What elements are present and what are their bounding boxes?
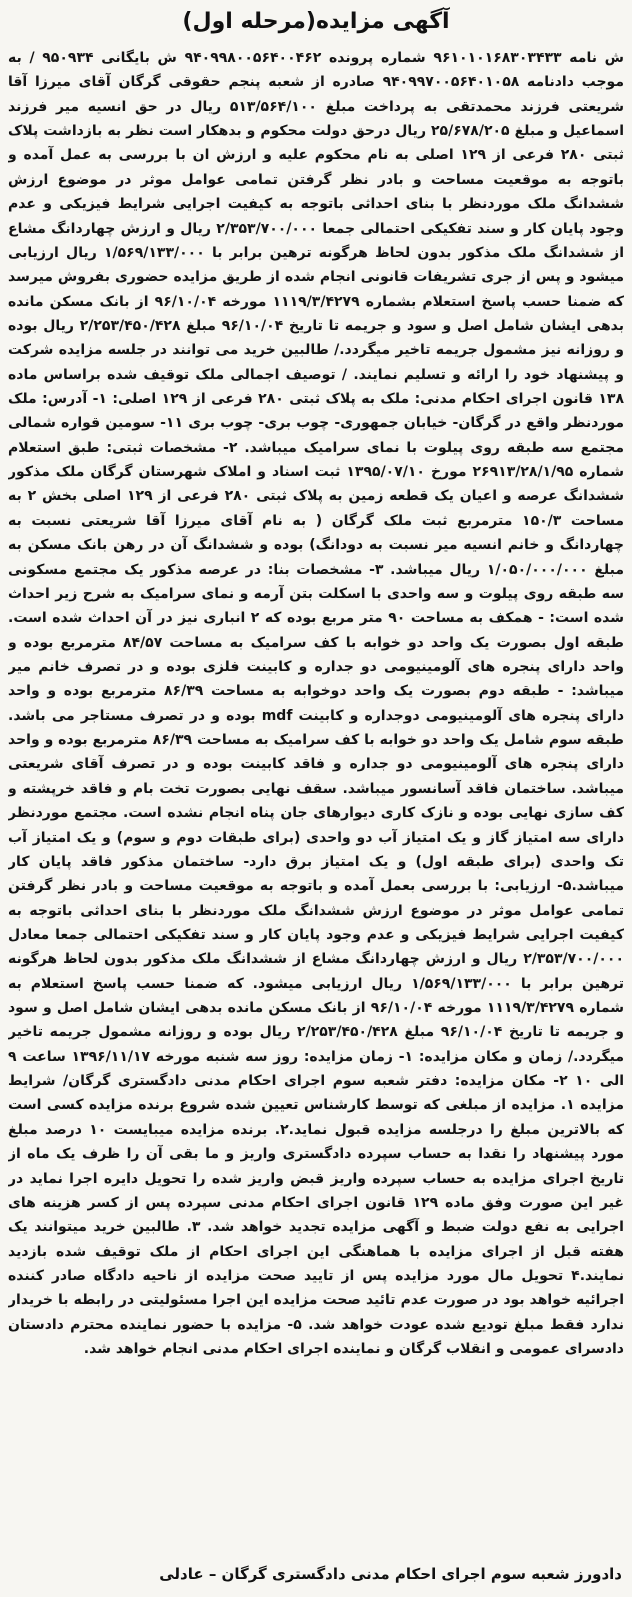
notice-body: [8, 46, 624, 1560]
notice-body-text: ش نامه ۹۶۱۰۱۰۱۶۸۳۰۳۴۳۳ شماره پرونده ۹۴۰۹۹۸۰۰۵۶۴۰۰۴۶۲ ش بایگانی ۹۵۰۹۳۴ / به موجب دادنامه ۹۴۰۹۹۷۰۰۵۶۴۰۱۰۵۸ صادره از شعبه پنجم حقوقی گرگان آقای میرزا آقا شریعتی فرزند محمدتقی به پرداخت مبلغ ۵۱۳/۵۶۴/۱۰۰ ریال در حق انسیه میر فرزند اسماعیل و مبلغ ۲۵/۶۷۸/۲۰۵ ریال درحق دولت محکوم و بدهکار است نظر به بازداشت پلاک ثبتی ۲۸۰ فرعی از ۱۲۹ اصلی به نام محکوم علیه و ارزش ان با بررسی به عمل آمده و باتوجه به موقعیت مساحت و بادر نظر گرفتن تمامی عوامل موثر در موضوع ارزش ششدانگ ملک موردنظر با بنای احداثی باتوجه به کیفیت اجرایی شرایط فیزیکی و عدم وجود پایان کار و سند تفکیکی احتمالی جمعا ۲/۳۵۳/۷۰۰/۰۰۰ ریال و ارزش چهاردانگ مشاع از ششدانگ ملک مذکور بدون لحاظ هرگونه ترهین برابر با ۱/۵۶۹/۱۳۳/۰۰۰ ریال ارزیابی میشود و پس از جری تشریفات قانونی انجام شده از طریق مزایده حضوری بفروش میرسد که ضمنا حسب پاسخ استعلام بشماره ۱۱۱۹/۳/۴۲۷۹ مورخه ۹۶/۱۰/۰۴ از بانک مسکن مانده بدهی ایشان شامل اصل و سود و جریمه تا تاریخ ۹۶/۱۰/۰۴ مبلغ ۲/۲۵۳/۴۵۰/۴۲۸ ریال بوده و روزانه نیز مشمول جریمه تاخیر میگردد./ طالبین خرید می توانند در جلسه مزایده شرکت و پیشنهاد خود را ارائه و تسلیم نمایند. / توصیف اجمالی ملک توقیف شده براساس ماده ۱۳۸ قانون اجرای احکام مدنی: ملک به پلاک ثبتی ۲۸۰ فرعی از ۱۲۹ اصلی: ۱- آدرس: ملک موردنظر واقع در گرگان- خیابان جمهوری- چوب بری- چوب بری ۱۱- سومین قواره شمالی مجتمع سه طبقه روی پیلوت با نمای سرامیک میباشد. ۲- مشخصات ثبتی: طبق استعلام شماره ۲۶۹۱۳/۲۸/۱/۹۵ مورخ ۱۳۹۵/۰۷/۱۰ ثبت اسناد و املاک شهرستان گرگان ملک مذکور ششدانگ عرصه و اعیان یک قطعه زمین به پلاک ثبتی ۲۸۰ فرعی از ۱۲۹ اصلی بخش ۲ به مساحت ۱۵۰/۳ مترمربع ثبت ملک گرگان ( به نام آقای میرزا آقا شریعتی نسبت به چهاردانگ و خانم انسیه میر نسبت به دودانگ) بوده و ششدانگ آن در رهن بانک مسکن به مبلغ ۱/۰۵۰/۰۰۰/۰۰۰ ریال میباشد. ۳- مشخصات بنا: در عرصه مذکور یک مجتمع مسکونی سه طبقه روی پیلوت و سه واحدی با اسکلت بتن آرمه و نمای سرامیک به شرح زیر احداث شده است: - همکف به مساحت ۹۰ متر مربع بوده که ۲ انباری نیز در آن احداث شده است. طبقه اول بصورت یک واحد دو خوابه با کف سرامیک به مساحت ۸۴/۵۷ مترمربع بوده و واحد دارای پنجره های آلومینیومی دو جداره و کابینت فلزی بوده و در تصرف خانم میر میباشد: - طبقه دوم بصورت یک واحد دوخوابه به مساحت ۸۶/۳۹ مترمربع بوده و واحد دارای پنجره های آلومینیومی دوجداره و کابینت mdf بوده و در تصرف مستاجر می باشد. طبقه سوم شامل یک واحد دو خوابه با کف سرامیک به مساحت ۸۶/۳۹ مترمربع بوده و واحد دارای پنجره های آلومینیومی دو جداره و فاقد کابینت بوده و در تصرف آقای شریعتی میباشد. ساختمان فاقد آسانسور میباشد. سقف نهایی بصورت تخت بام و فاقد خرپشته و کف سازی نهایی بوده و نازک کاری دیوارهای جان پناه انجام نشده است. مجتمع موردنظر دارای سه امتیاز گاز و یک امتیاز آب دو واحدی (برای طبقات دوم و سوم) و یک امتیاز آب تک واحدی (برای طبقه اول) و یک امتیاز برق دارد- ساختمان مذکور فاقد پایان کار میباشد.۵- ارزیابی: با بررسی بعمل آمده و باتوجه به موقعیت مساحت و بادر نظر گرفتن تمامی عوامل موثر در موضوع ارزش ششدانگ ملک موردنظر با بنای احداثی باتوجه به کیفیت اجرایی شرایط فیزیکی و عدم وجود پایان کار و سند تفکیکی احتمالی جمعا معادل ۲/۳۵۳/۷۰۰/۰۰۰ ریال و ارزش چهاردانگ مشاع از ششدانگ ملک مذکور بدون لحاظ هرگونه ترهین برابر با ۱/۵۶۹/۱۳۳/۰۰۰ ریال ارزیابی میشود. که ضمنا حسب پاسخ استعلام به شماره ۱۱۱۹/۳/۴۲۷۹ مورخه ۹۶/۱۰/۰۴ از بانک مسکن مانده بدهی ایشان شامل اصل و سود و جریمه تا تاریخ ۹۶/۱۰/۰۴ مبلغ ۲/۲۵۳/۴۵۰/۴۲۸ ریال بوده و روزانه مشمول جریمه تاخیر میگردد./ زمان و مکان مزایده: ۱- زمان مزایده: روز سه شنبه مورخه ۱۳۹۶/۱۱/۱۷ ساعت ۹ الی ۱۰ ۲- مکان مزایده: دفتر شعبه سوم اجرای احکام مدنی دادگستری گرگان/ شرایط مزایده ۱. مزایده از مبلغی که توسط کارشناس تعیین شده شروع برنده مزایده کسی است که بالاترین مبلغ را درجلسه مزایده قبول نماید.۲. برنده مزایده میبایست ۱۰ درصد مبلغ مورد پیشنهاد را نقدا به حساب سپرده دادگستری واریز و ما بقی آن را ظرف یک ماه از تاریخ اجرای مزایده به حساب سپرده واریز قبض واریز شده را تحویل دایره اجرا نماید در غیر این صورت وفق ماده ۱۲۹ قانون اجرای احکام مدنی سپرده پس از کسر هزینه های اجرایی به نفع دولت ضبط و آگهی مزایده تجدید خواهد شد. ۳. طالبین خرید میتوانند یک هفته قبل از اجرای مزایده با هماهنگی این اجرای احکام از ملک توقیف شده بازدید نمایند.۴ تحویل مال مورد مزایده پس از تایید صحت مزایده از ناحیه دادگاه صادر کننده اجرائیه خواهد بود در صورت عدم تائید صحت مزایده این اجرا مسئولیتی در رابطه با خریدار ندارد فقط مبلغ تودیع شده عودت خواهد شد. ۵- مزایده با حضور نماینده محترم دادستان دادسرای عمومی و انقلاب گرگان و نماینده اجرای احکام مدنی انجام خواهد شد.: [8, 50, 624, 1358]
notice-title: آگهی مزایده(مرحله اول): [182, 9, 450, 34]
notice-signature: دادورز شعبه سوم اجرای احکام مدنی دادگستری گرگان – عادلی: [159, 1565, 622, 1583]
